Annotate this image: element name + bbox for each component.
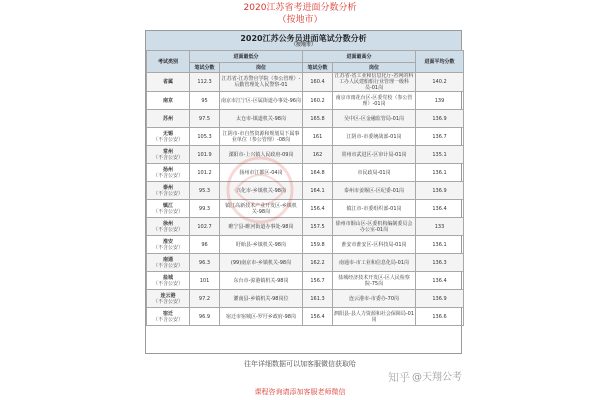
row-low-score: 97.2 [190,290,220,308]
row-city-name: 淮安 [162,238,173,245]
row-city-name: 南京 [162,97,173,104]
row-avg-score: 136.9 [416,182,464,200]
row-high-score: 157.5 [303,218,333,236]
header-highest-group: 进面最高分 [303,51,416,63]
row-city [147,73,190,92]
header-avg: 进面平均分数 [416,51,464,73]
row-city-note: （不含公安） [152,136,183,143]
row-high-score: 156.4 [303,308,333,326]
zhihu-author: @天翔公考 [412,372,462,383]
row-high-position: 盐城经济技术开发区-区人民检察院-75岗 [333,272,416,290]
row-avg-score: 139 [416,92,464,110]
row-avg-score: 136.3 [416,254,464,272]
table-row [147,164,464,182]
row-city-note: （不含公安） [152,298,183,305]
row-high-position: 南通市-市工业和信息化局-01岗 [333,254,416,272]
row-low-position: 镇江高新技术产业开发区-乡镇机关-98岗 [220,200,303,218]
row-city [147,254,190,272]
row-city [147,128,190,146]
row-high-score: 156.7 [303,272,333,290]
row-high-position: 连云港市-市委办-70岗 [333,290,416,308]
header-high-position: 岗位 [333,63,416,73]
table-row [147,73,464,92]
page-subtitle: （按地市） [277,15,323,25]
row-high-position: 泗阳县-县人力资源和社会保障局-01岗 [333,308,416,326]
row-low-position: 溧阳市-上兴镇人民政府-09岗 [220,146,303,164]
row-low-score: 96 [190,236,220,254]
table-row [147,290,464,308]
row-high-position: 镇江市-市委组织部-01岗 [333,200,416,218]
row-low-score: 101 [190,272,220,290]
table-row [147,218,464,236]
row-city-note: （不含公安） [152,226,183,233]
row-city-name: 连云港 [160,292,176,299]
row-avg-score: 135.1 [416,146,464,164]
table-row [147,308,464,326]
row-low-score: 112.3 [190,73,220,92]
row-low-score: 97.5 [190,110,220,128]
row-high-score: 161 [303,128,333,146]
row-city-note: （不含公安） [152,316,183,323]
row-high-score: 162 [303,146,333,164]
row-low-position: (99)南京市-乡镇机关-98岗 [220,254,303,272]
table-caption-note: （按地市） [290,42,316,48]
row-city-note: （不含公安） [152,208,183,215]
table-caption [146,31,461,50]
row-city-note: （不含公安） [152,244,183,251]
row-city-name: 南通 [162,256,173,263]
row-low-score: 99.3 [190,200,220,218]
row-high-score: 164.1 [303,182,333,200]
row-city [147,164,190,182]
row-city [147,92,190,110]
row-low-position: 江阴市-市自然资源和规划局下属事业单位（参公管理）-08岗 [220,128,303,146]
row-high-position: 江苏省-省工业和信息化厅-省网的科工办人民建船船行业管理一级科员-01岗 [333,73,416,92]
row-low-score: 96.9 [190,308,220,326]
table-row [147,182,464,200]
row-avg-score: 136.4 [416,272,464,290]
row-city [147,218,190,236]
row-high-position: 市民政局-01岗 [333,164,416,182]
row-avg-score: 140.2 [416,73,464,92]
row-high-score: 156.4 [303,200,333,218]
table-row [147,110,464,128]
row-city [147,272,190,290]
row-avg-score: 136.1 [416,236,464,254]
row-city [147,110,190,128]
row-city-name: 扬州 [162,166,173,173]
row-city-note: （不含公安） [152,262,183,269]
row-high-score: 164.8 [303,164,333,182]
consult-link[interactable]: 课程咨询请添加客服老师微信 [254,388,346,396]
score-sheet [145,30,462,354]
row-low-position: 扬州市江都区-04岗 [220,164,303,182]
row-city-name: 常州 [162,148,173,155]
zhihu-watermark [388,372,462,384]
row-low-position: 南京市江宁区-区属街道办事处-96岗 [220,92,303,110]
row-city-name: 徐州 [162,220,173,227]
row-high-score: 160.2 [303,92,333,110]
row-high-score: 160.4 [303,73,333,92]
row-city [147,182,190,200]
row-low-position: 东台市-弶港镇机关-98岗 [220,272,303,290]
row-city [147,308,190,326]
row-low-score: 102.7 [190,218,220,236]
row-high-score: 162.2 [303,254,333,272]
row-city-note: （不含公安） [152,280,183,287]
row-high-score: 159.8 [303,236,333,254]
row-high-position: 淮安市淮安区-区科技局-01岗 [333,236,416,254]
row-avg-score: 136.6 [416,308,464,326]
table-row [147,92,464,110]
row-low-score: 95 [190,92,220,110]
row-city [147,290,190,308]
row-low-position: 睢宁县-睢河街道办事处-98岗 [220,218,303,236]
row-city-name: 无锡 [162,130,173,137]
table-row [147,128,464,146]
row-city-name: 省属 [162,79,173,85]
row-city-name: 盐城 [162,274,173,281]
row-avg-score: 136.4 [416,200,464,218]
row-low-position: 盱眙县-乡镇机关-98岗 [220,236,303,254]
row-low-position: 太仓市-镇道机关-98岗 [220,110,303,128]
row-city [147,236,190,254]
row-city-name: 泰州 [162,184,173,191]
row-low-score: 105.3 [190,128,220,146]
row-avg-score: 136.7 [416,128,464,146]
row-city-note: （不含公安） [152,172,183,179]
score-table [146,50,464,326]
header-city: 考试类别 [147,51,190,73]
row-high-position: 南京市雨花台区-区委党校（参公管理）-01岗 [333,92,416,110]
row-city-name: 苏州 [162,115,173,122]
row-high-position: 吴中区-区金融监管局-01岗 [333,110,416,128]
table-row [147,146,464,164]
header-high-score: 笔试分数 [303,63,333,73]
row-avg-score: 136.1 [416,164,464,182]
row-high-position: 徐州市铜山区-区委机构编制委员会办公室-01岗 [333,218,416,236]
row-avg-score: 133 [416,218,464,236]
page-title: 2020江苏省考进面分数分析 [243,3,357,13]
row-low-score: 101.9 [190,146,220,164]
row-low-score: 101.2 [190,164,220,182]
row-city [147,146,190,164]
zhihu-brand: 知乎 [388,371,410,384]
table-row [147,272,464,290]
row-city-note: （不含公安） [152,154,183,161]
table-row [147,236,464,254]
row-city-note: （不含公安） [152,190,183,197]
row-low-score: 95.3 [190,182,220,200]
row-city [147,200,190,218]
row-low-position: 宿迁市宿城区-罗圩乡政府-98岗 [220,308,303,326]
footer-note: 往年详细数据可以加客服微信获取哈 [244,360,356,368]
row-low-position: 兴化市-乡镇机关-98岗 [220,182,303,200]
header-low-score: 笔试分数 [190,63,220,73]
row-city-name: 宿迁 [162,310,173,317]
row-avg-score: 136.9 [416,110,464,128]
header-low-position: 岗位 [220,63,303,73]
row-high-position: 江阴市-市委统战部-01岗 [333,128,416,146]
row-avg-score: 136.9 [416,290,464,308]
row-low-position: 江苏省-江苏警官学院（参公管理）-后勤管理处人民警察-01 [220,73,303,92]
header-lowest-group: 进面最低分 [190,51,303,63]
table-row [147,254,464,272]
row-low-position: 灌南县-乡镇机关-98岗位 [220,290,303,308]
table-row [147,200,464,218]
row-low-score: 96.3 [190,254,220,272]
row-high-score: 161.3 [303,290,333,308]
row-high-position: 常州市武进区-区审计局-01岗 [333,146,416,164]
table-caption-text: 2020江苏公务员进面笔试分数分析 [240,34,367,43]
row-city-name: 镇江 [162,202,173,209]
row-high-position: 泰州市姜堰区-区纪委-01岗 [333,182,416,200]
row-high-score: 165.8 [303,110,333,128]
